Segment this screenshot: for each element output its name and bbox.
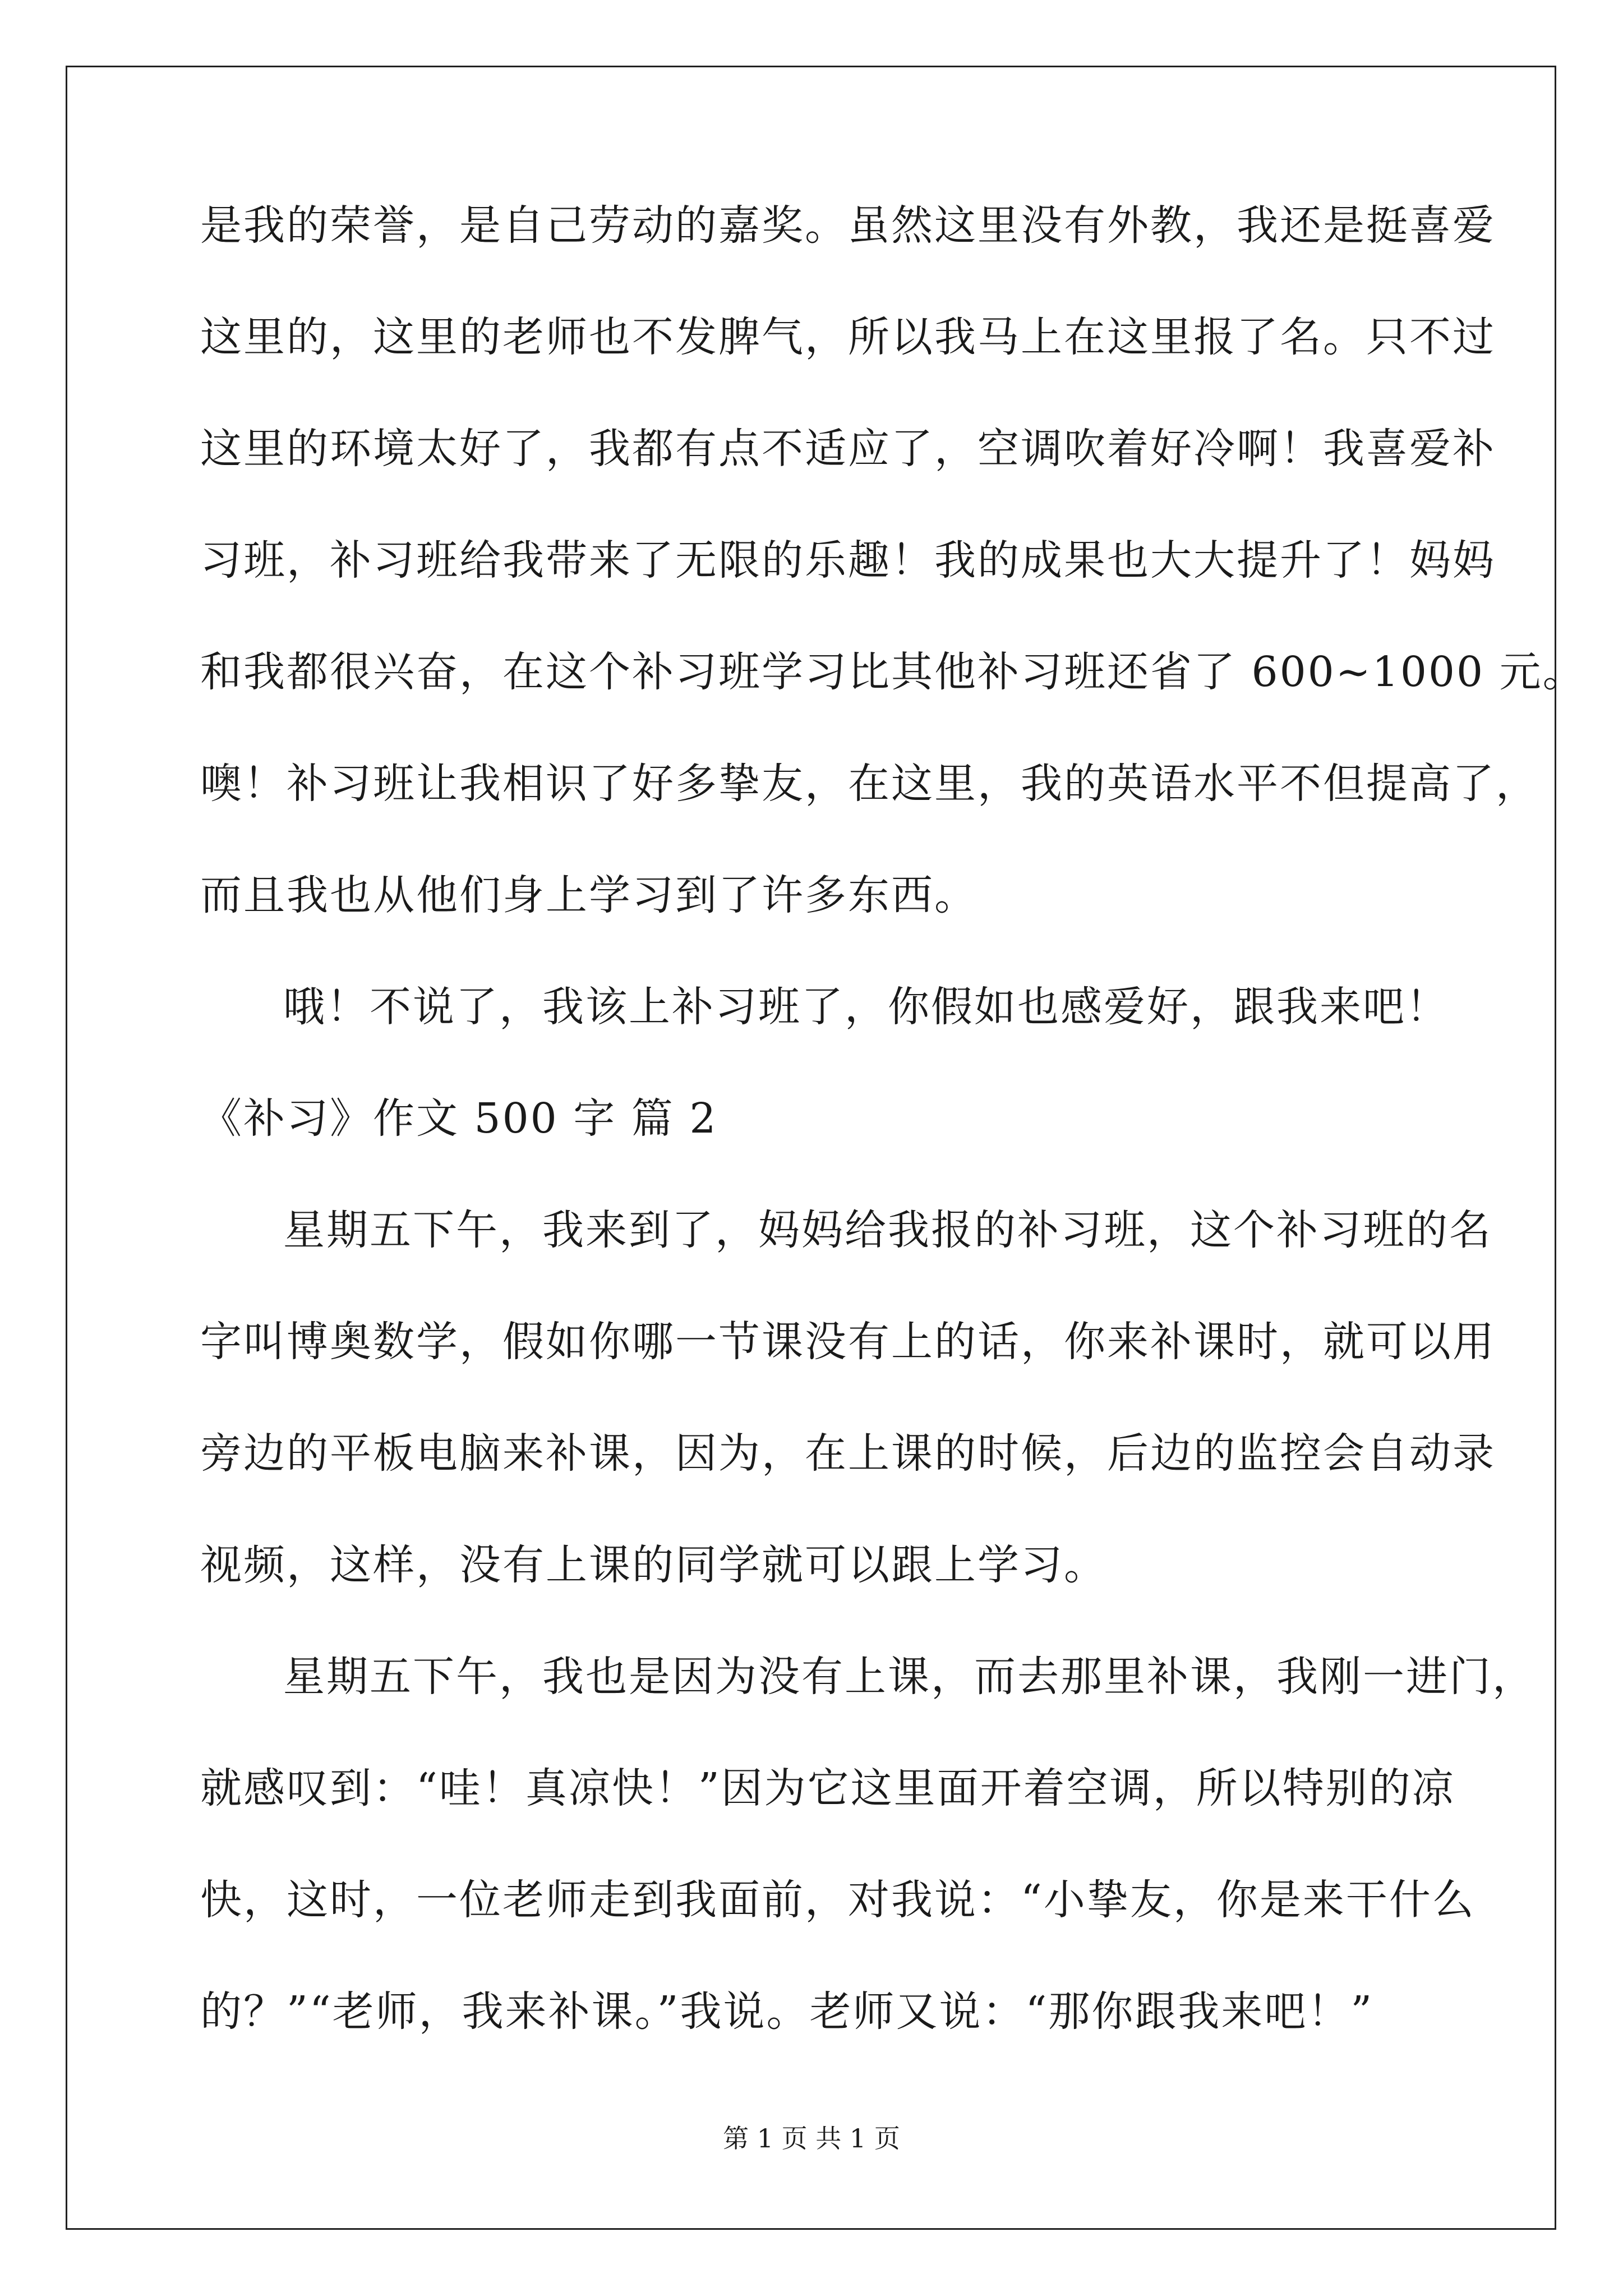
section-heading: 《补习》作文 500 字 篇 2: [200, 1094, 718, 1143]
paragraph-line: 这里的环境太好了，我都有点不适应了，空调吹着好冷啊！我喜爱补: [200, 425, 1496, 473]
page-footer: 第 1 页 共 1 页: [723, 2123, 900, 2154]
paragraph-line: 哦！不说了，我该上补习班了，你假如也感爱好，跟我来吧！: [283, 983, 1449, 1031]
paragraph-line: 这里的，这里的老师也不发脾气，所以我马上在这里报了名。只不过: [200, 313, 1496, 361]
paragraph-line: 旁边的平板电脑来补课，因为，在上课的时候，后边的监控会自动录: [200, 1429, 1496, 1478]
paragraph-line: 而且我也从他们身上学习到了许多东西。: [200, 871, 978, 919]
paragraph-line: 和我都很兴奋，在这个补习班学习比其他补习班还省了 600~1000 元。: [200, 648, 1586, 696]
paragraph-line: 就感叹到：“哇！真凉快！”因为它这里面开着空调，所以特别的凉: [200, 1764, 1455, 1812]
paragraph-line: 星期五下午，我也是因为没有上课，而去那里补课，我刚一进门，: [283, 1653, 1536, 1701]
paragraph-line: 快，这时，一位老师走到我面前，对我说：“小挚友，你是来干什么: [200, 1876, 1476, 1924]
paragraph-line: 是我的荣誉，是自己劳动的嘉奖。虽然这里没有外教，我还是挺喜爱: [200, 201, 1496, 250]
paragraph-line: 习班，补习班给我带来了无限的乐趣！我的成果也大大提升了！妈妈: [200, 536, 1496, 585]
paragraph-line: 的？”“老师，我来补课。”我说。老师又说：“那你跟我来吧！”: [200, 1987, 1374, 2036]
paragraph-line: 噢！补习班让我相识了好多挚友，在这里，我的英语水平不但提高了，: [200, 760, 1539, 808]
paragraph-line: 视频，这样，没有上课的同学就可以跟上学习。: [200, 1541, 1107, 1589]
paragraph-line: 星期五下午，我来到了，妈妈给我报的补习班，这个补习班的名: [283, 1206, 1492, 1254]
paragraph-line: 字叫博奥数学，假如你哪一节课没有上的话，你来补课时，就可以用: [200, 1318, 1496, 1366]
